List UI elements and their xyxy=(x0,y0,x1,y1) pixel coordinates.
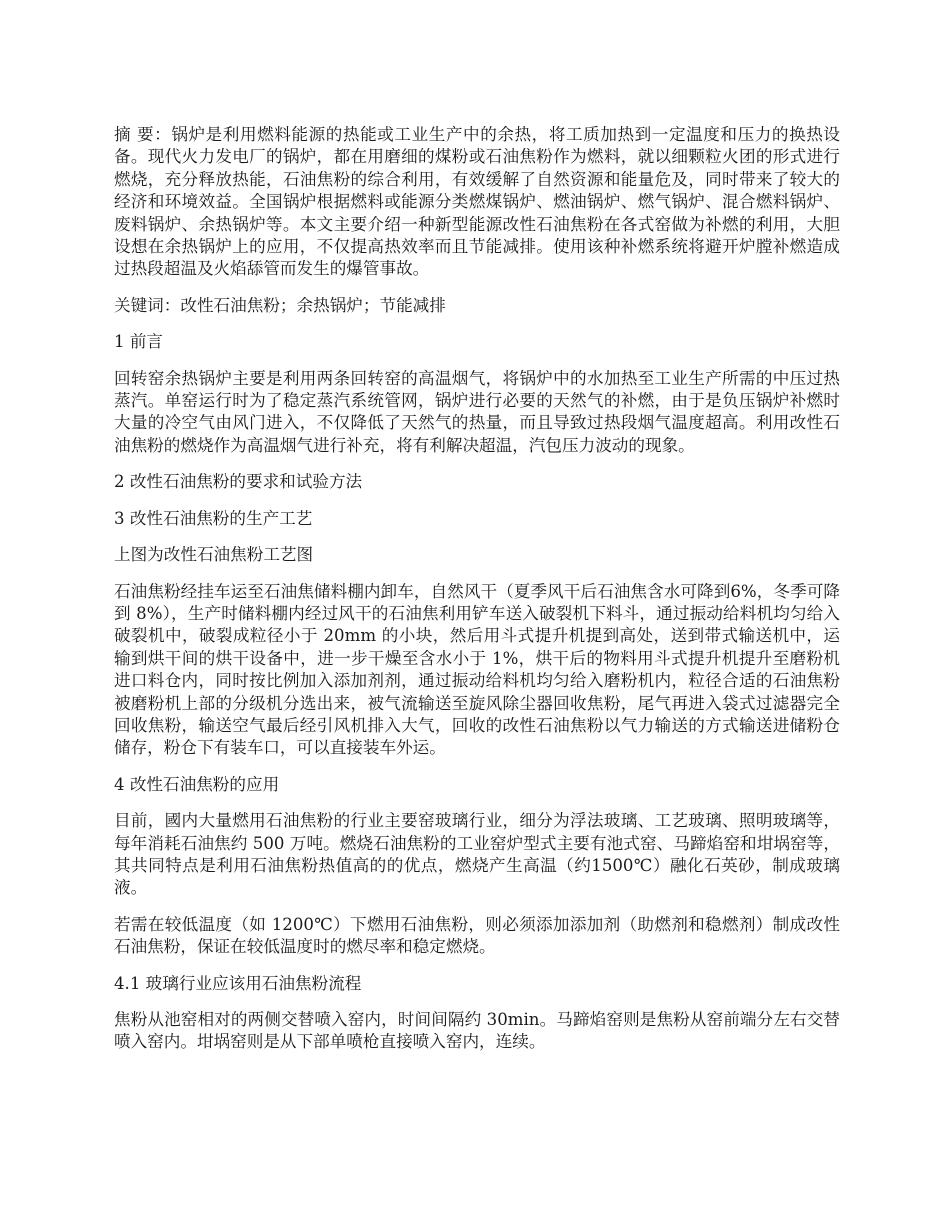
section-3-paragraph: 石油焦粉经挂车运至石油焦储料棚内卸车，自然风干（夏季风干后石油焦含水可降到6%，冬季可降到 8%），生产时储料棚内经过风干的石油焦利用铲车送入破裂机下料斗，通过振动给料机均匀给入破裂机中，破裂成粒径小于 20mm 的小块，然后用斗式提升机提到高处，送到带式输送机中，运输到烘干间的烘干设备中，进一步干燥至含水小于 1%，烘干后的物料用斗式提升机提升至磨粉机进口料仓内，同时按比例加入添加剂剂，通过振动给料机均匀给入磨粉机内，粒径合适的石油焦粉被磨粉机上部的分级机分选出来，被气流输送至旋风除尘器回收焦粉，尾气再进入袋式过滤器完全回收焦粉，输送空气最后经引风机排入大气，回收的改性石油焦粉以气力输送的方式输送进储粉仓储存，粉仓下有装车口，可以直接装车外运。 xyxy=(114,581,840,758)
section-4-heading: 4 改性石油焦粉的应用 xyxy=(114,774,280,794)
section-4-1-heading: 4.1 玻璃行业应该用石油焦粉流程 xyxy=(114,973,362,993)
section-4-paragraph-2: 若需在较低温度（如 1200℃）下燃用石油焦粉，则必须添加添加剂（助燃剂和稳燃剂）制成改性石油焦粉，保证在较低温度时的燃尽率和稳定燃烧。 xyxy=(114,914,840,957)
section-3-figure-caption: 上图为改性石油焦粉工艺图 xyxy=(114,545,314,565)
section-3-heading: 3 改性石油焦粉的生产工艺 xyxy=(114,508,313,528)
section-4-1-paragraph: 焦粉从池窑相对的两侧交替喷入窑内，时间间隔约 30min。马蹄焰窑则是焦粉从窑前端分左右交替喷入窑内。坩埚窑则是从下部单喷枪直接喷入窑内，连续。 xyxy=(114,1010,840,1052)
section-1-paragraph: 回转窑余热锅炉主要是利用两条回转窑的高温烟气，将锅炉中的水加热至工业生产所需的中压过热蒸汽。单窑运行时为了稳定蒸汽系统管网，锅炉进行必要的天然气的补燃，由于是负压锅炉补燃时大量的冷空气由风门进入，不仅降低了天然气的热量，而且导致过热段烟气温度超高。利用改性石油焦粉的燃烧作为高温烟气进行补充，将有利解决超温，汽包压力波动的现象。 xyxy=(114,368,840,455)
document-page xyxy=(114,124,840,1068)
keywords-paragraph: 关键词：改性石油焦粉；余热锅炉；节能减排 xyxy=(114,295,446,315)
section-4-paragraph-1: 目前，國内大量燃用石油焦粉的行业主要窑玻璃行业，细分为浮法玻璃、工艺玻璃、照明玻璃等，每年消耗石油焦约 500 万吨。燃烧石油焦粉的工业窑炉型式主要有池式窑、马蹄焰窑和坩埚窑等，其共同特点是利用石油焦粉热值高的的优点，燃烧产生高温（约1500℃）融化石英砂，制成玻璃液。 xyxy=(114,811,840,898)
section-1-heading: 1 前言 xyxy=(114,332,164,352)
abstract-paragraph: 摘 要：锅炉是利用燃料能源的热能或工业生产中的余热，将工质加热到一定温度和压力的换热设备。现代火力发电厂的锅炉，都在用磨细的煤粉或石油焦粉作为燃料，就以细颗粒火团的形式进行燃烧，充分释放热能，石油焦粉的综合利用，有效缓解了自然资源和能量危及，同时带来了较大的经济和环境效益。全国锅炉根据燃料或能源分类燃煤锅炉、燃油锅炉、燃气锅炉、混合燃料锅炉、废料锅炉、余热锅炉等。本文主要介绍一种新型能源改性石油焦粉在各式窑做为补燃的利用，大胆设想在余热锅炉上的应用，不仅提高热效率而且节能减排。使用该种补燃系统将避开炉膛补燃造成过热段超温及火焰舔管而发生的爆管事故。 xyxy=(114,125,840,279)
section-2-heading: 2 改性石油焦粉的要求和试验方法 xyxy=(114,472,363,492)
